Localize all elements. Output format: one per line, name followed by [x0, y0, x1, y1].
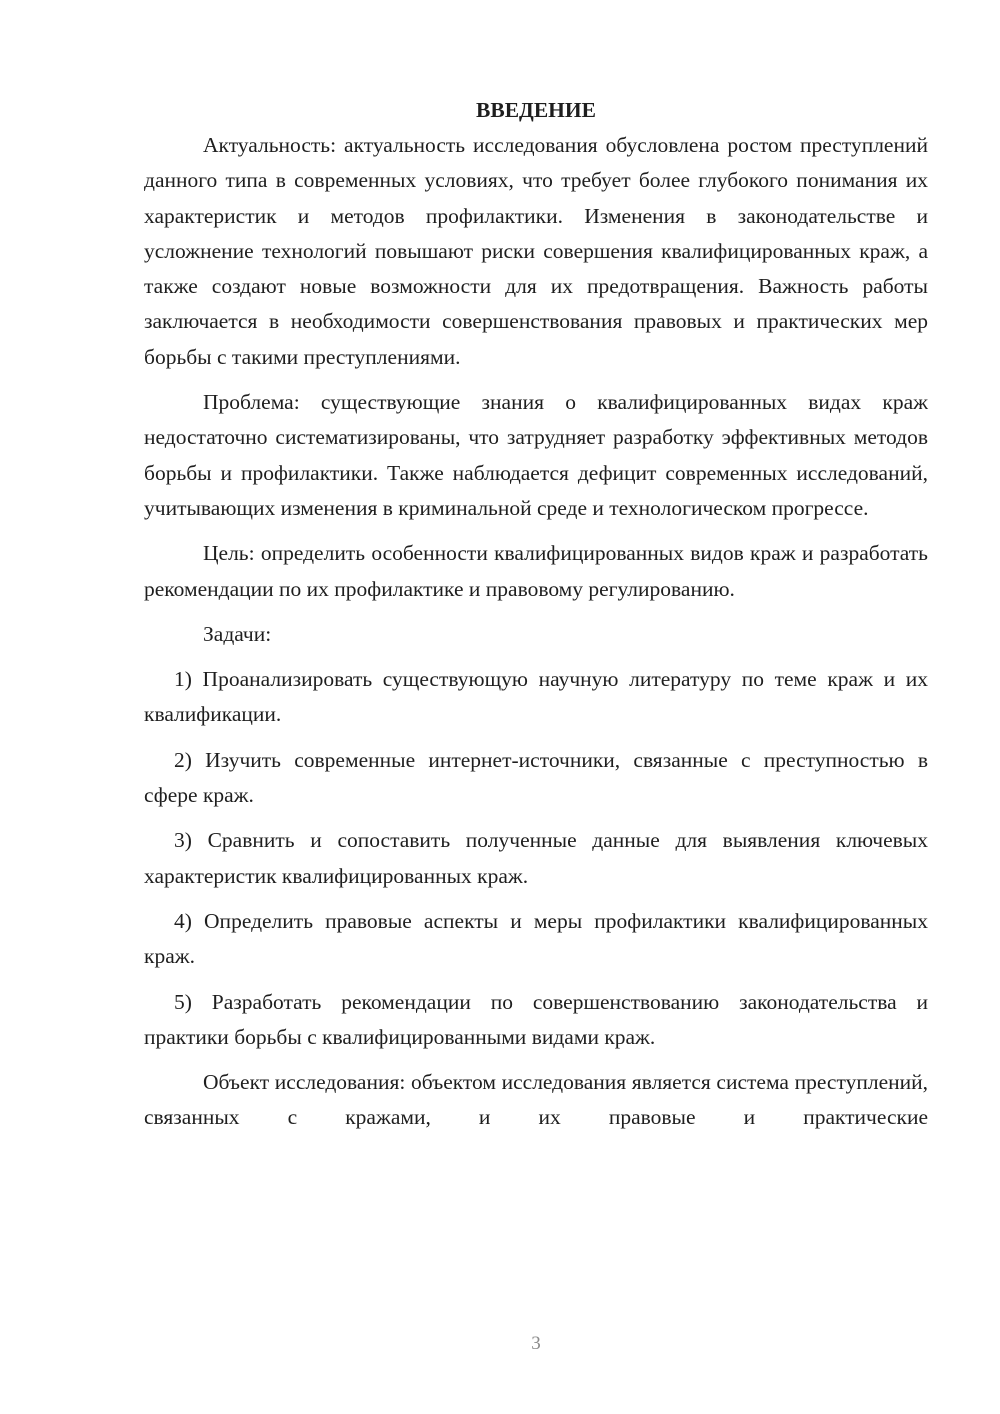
- task-item-2: 2) Изучить современные интернет-источники, связанные с преступностью в сфере краж.: [144, 747, 928, 808]
- task-item-1: 1) Проанализировать существующую научную литературу по теме краж и их квалификации.: [144, 667, 928, 727]
- problem-paragraph: Проблема: существующие знания о квалифицированных видах краж недостаточно систематизированы, что затрудняет разработку эффективных методов борьбы и профилактики. Также наблюдается дефицит современных исследований, учитывающих изменения в криминальной среде и технологическом прогрессе.: [144, 390, 928, 520]
- task-item-4: 4) Определить правовые аспекты и меры профилактики квалифицированных краж.: [144, 908, 928, 969]
- goal-paragraph: Цель: определить особенности квалифицированных видов краж и разработать рекомендации по их профилактике и правовому регулированию.: [144, 541, 928, 601]
- tasks-heading: Задачи:: [203, 621, 272, 646]
- object-paragraph: Объект исследования: объектом исследования является система преступлений, связанных с кражами, и их правовые и практические: [144, 1070, 928, 1130]
- page-number: 3: [531, 1333, 541, 1354]
- task-item-5: 5) Разработать рекомендации по совершенствованию законодательства и практики борьбы с квалифицированными видами краж.: [144, 989, 928, 1049]
- relevance-paragraph: Актуальность: актуальность исследования обусловлена ростом преступлений данного типа в современных условиях, что требует более глубокого понимания их характеристик и методов профилактики. Изменения в законодательстве и усложнение технологий повышают риски совершения квалифицированных краж, а также создают новые возможности для их предотвращения. Важность работы заключается в необходимости совершенствования правовых и практических мер борьбы с такими преступлениями.: [144, 133, 928, 369]
- task-item-3: 3) Сравнить и сопоставить полученные данные для выявления ключевых характеристик квалифицированных краж.: [144, 828, 928, 888]
- page-content: [144, 93, 928, 1136]
- section-title: ВВЕДЕНИЕ: [476, 98, 596, 122]
